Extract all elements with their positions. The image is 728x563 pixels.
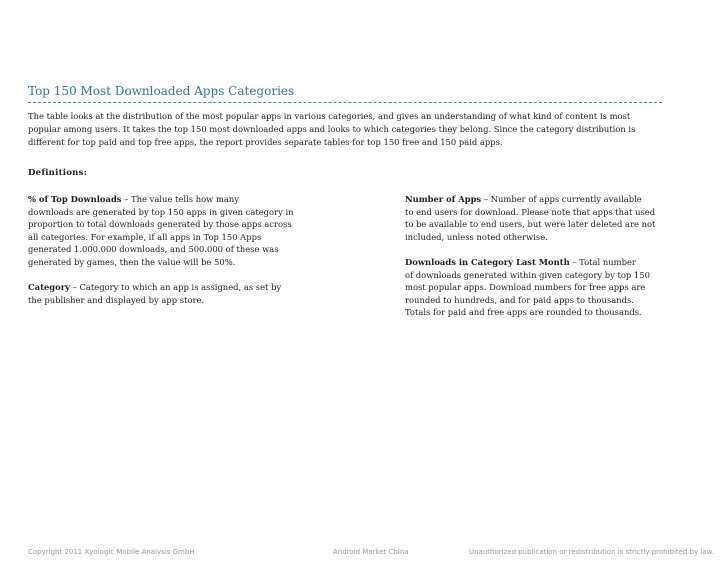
- footer-notice: Unauthorized publication or redistribution is strictly prohibited by law.: [469, 548, 714, 556]
- definition-text: to end users for download. Please note that apps that used: [405, 206, 656, 217]
- intro-line: different for top paid and top free apps, the report provides separate tables for top 150 free and 150 paid apps.: [28, 137, 503, 148]
- definition-term: Number of Apps: [405, 194, 482, 204]
- intro-line: popular among users. It takes the top 150 most downloaded apps and looks to which categories they belong. Since the category distribution is: [28, 124, 636, 135]
- definition-downloads-last-month: [405, 256, 675, 319]
- definition-text: generated 1.000.000 downloads, and 500.000 of these was: [28, 244, 279, 255]
- intro-paragraph: [28, 110, 668, 149]
- definition-term: Category: [28, 282, 71, 293]
- definition-text: all categories. For example, if all apps in Top 150 Apps: [28, 231, 262, 242]
- definition-term: Downloads in Category Last Month: [405, 256, 570, 267]
- definition-text: generated by games, then the value will be 50%.: [28, 256, 236, 267]
- definition-text: – Total number: [569, 256, 636, 267]
- definition-text: the publisher and displayed by app store.: [28, 294, 205, 305]
- definition-text: most popular apps. Download numbers for free apps are: [405, 282, 646, 293]
- definition-number-of-apps: [405, 193, 675, 243]
- title-divider: [28, 102, 662, 103]
- definitions-heading: Definitions:: [28, 168, 88, 178]
- definition-term: % of Top Downloads: [28, 194, 122, 204]
- definition-text: rounded to hundreds, and for paid apps to thousands.: [405, 294, 634, 305]
- definition-text: proportion to total downloads generated by those apps across: [28, 219, 292, 230]
- definitions-right-column: [405, 193, 675, 332]
- definition-category: [28, 281, 323, 306]
- definition-text: to be available to end users, but were later deleted are not: [405, 219, 656, 230]
- definition-text: included, unless noted otherwise.: [405, 231, 548, 242]
- intro-line: The table looks at the distribution of the most popular apps in various categories, and gives an understanding of what kind of content is most: [28, 111, 631, 121]
- footer-report-name: Android Market China: [333, 548, 409, 556]
- definition-text: – The value tells how many: [121, 194, 240, 204]
- definitions-left-column: [28, 193, 323, 319]
- definition-text: Totals for paid and free apps are rounded to thousands.: [405, 307, 642, 318]
- definition-top-downloads: [28, 193, 323, 269]
- definition-text: of downloads generated within given category by top 150: [405, 269, 650, 280]
- definition-text: – Category to which an app is assigned, as set by: [70, 282, 282, 293]
- definition-text: downloads are generated by top 150 apps in given category in: [28, 206, 294, 217]
- page-title: Top 150 Most Downloaded Apps Categories: [28, 84, 295, 98]
- footer-copyright: Copyright 2011 Xyologic Mobile Analysis GmbH: [28, 548, 195, 556]
- definition-text: – Number of apps currently available: [481, 194, 642, 204]
